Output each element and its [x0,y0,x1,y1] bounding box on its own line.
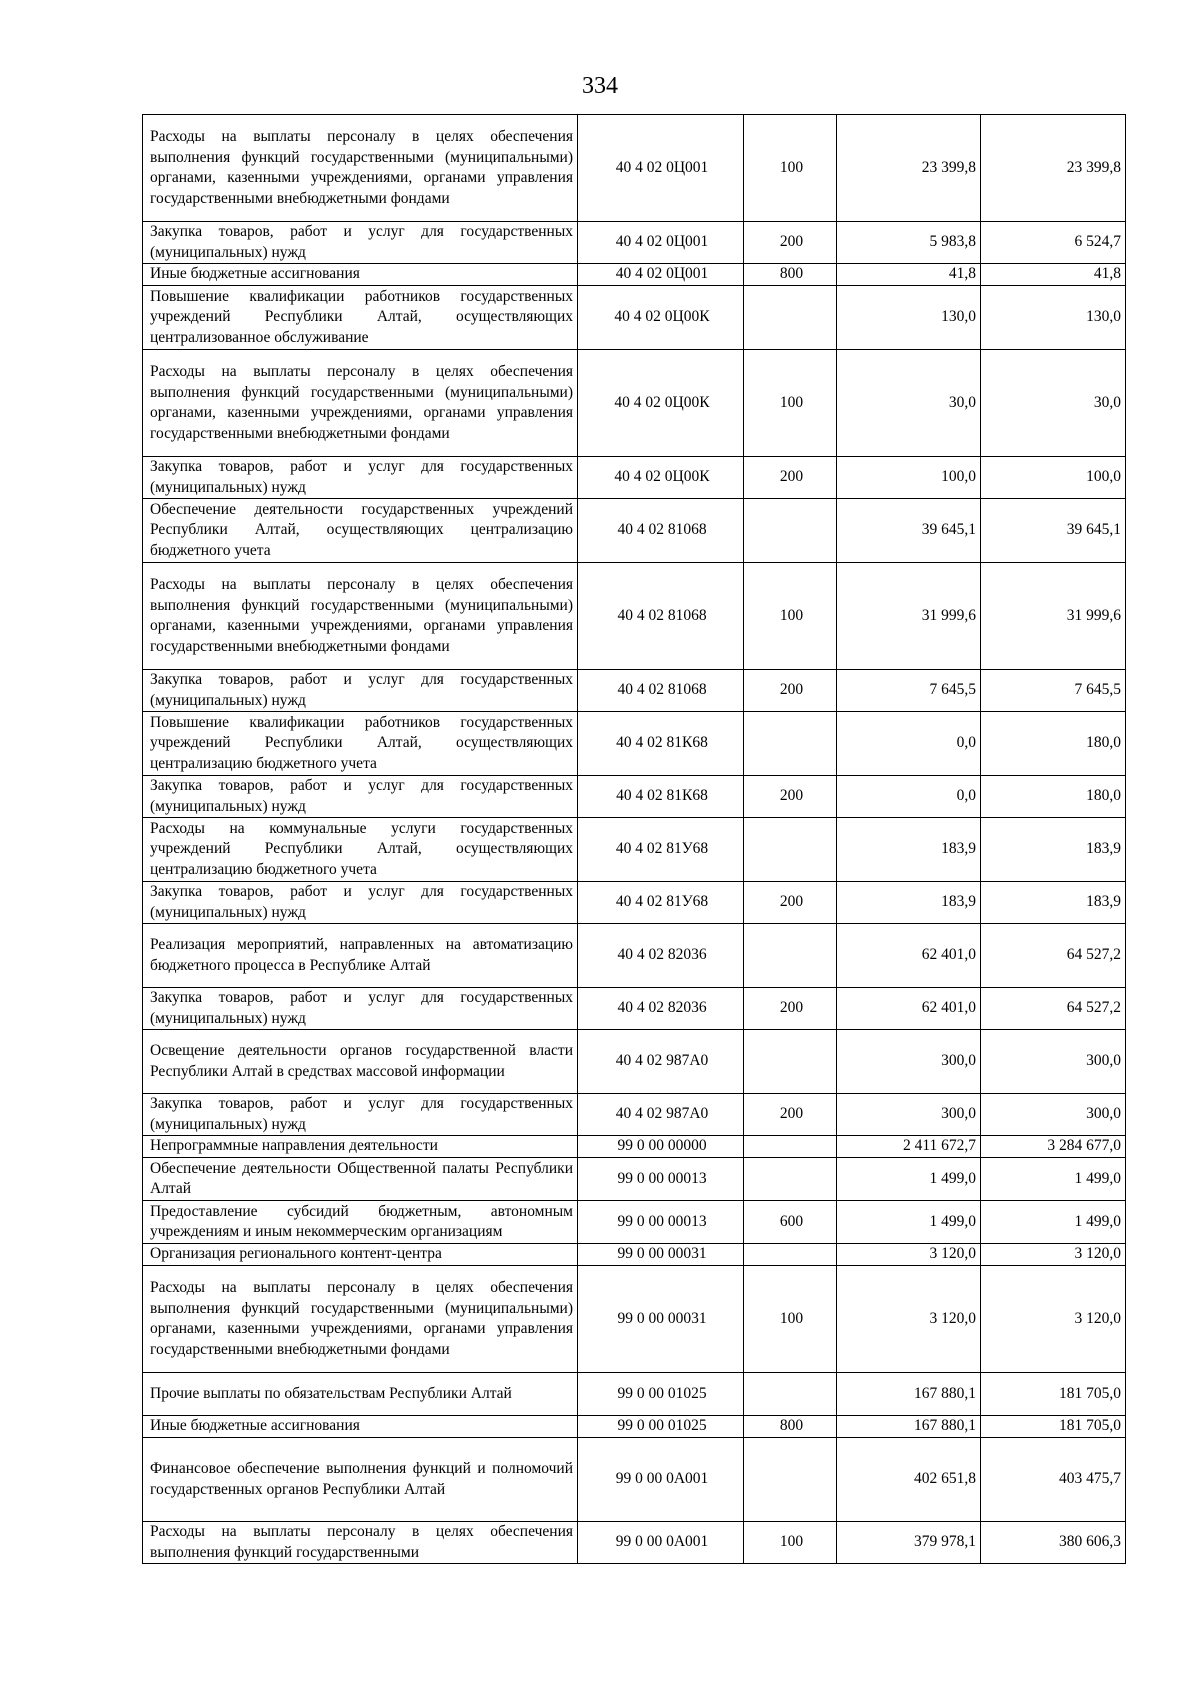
row-description: Закупка товаров, работ и услуг для государственных (муниципальных) нужд [143,1094,578,1136]
row-amount-year-1: 167 880,1 [837,1416,981,1438]
table-row [143,264,1126,286]
row-amount-year-2: 380 606,3 [981,1522,1126,1564]
row-description: Закупка товаров, работ и услуг для государственных (муниципальных) нужд [143,776,578,818]
row-target-code: 40 4 02 987А0 [578,1030,744,1094]
row-description: Реализация мероприятий, направленных на автоматизацию бюджетного процесса в Республике Алтай [143,924,578,988]
table-row [143,115,1126,222]
row-target-code: 99 0 00 00000 [578,1136,744,1158]
row-amount-year-2: 183,9 [981,818,1126,882]
table-row [143,1094,1126,1136]
row-amount-year-2: 3 120,0 [981,1244,1126,1266]
row-amount-year-1: 62 401,0 [837,924,981,988]
row-expense-type: 100 [744,350,837,457]
table-row [143,1201,1126,1244]
row-amount-year-1: 3 120,0 [837,1244,981,1266]
row-target-code: 99 0 00 00031 [578,1266,744,1373]
row-description: Закупка товаров, работ и услуг для государственных (муниципальных) нужд [143,882,578,924]
row-target-code: 99 0 00 01025 [578,1416,744,1438]
budget-table [142,114,1126,1564]
row-amount-year-1: 7 645,5 [837,670,981,712]
row-target-code: 40 4 02 82036 [578,924,744,988]
row-description: Организация регионального контент-центра [143,1244,578,1266]
table-row [143,1244,1126,1266]
row-amount-year-2: 1 499,0 [981,1158,1126,1201]
row-expense-type: 600 [744,1201,837,1244]
row-description: Обеспечение деятельности Общественной палаты Республики Алтай [143,1158,578,1201]
row-amount-year-2: 3 120,0 [981,1266,1126,1373]
row-description: Обеспечение деятельности государственных учреждений Республики Алтай, осуществляющих централизацию бюджетного учета [143,499,578,563]
row-amount-year-2: 183,9 [981,882,1126,924]
row-amount-year-1: 39 645,1 [837,499,981,563]
row-amount-year-2: 64 527,2 [981,924,1126,988]
table-row [143,350,1126,457]
table-row [143,563,1126,670]
row-amount-year-2: 7 645,5 [981,670,1126,712]
row-amount-year-1: 30,0 [837,350,981,457]
table-row [143,882,1126,924]
table-row [143,924,1126,988]
row-expense-type [744,1373,837,1416]
row-expense-type [744,1030,837,1094]
row-description: Освещение деятельности органов государственной власти Республики Алтай в средствах массовой информации [143,1030,578,1094]
row-amount-year-1: 1 499,0 [837,1158,981,1201]
table-row [143,1266,1126,1373]
row-description: Закупка товаров, работ и услуг для государственных (муниципальных) нужд [143,988,578,1030]
row-expense-type: 100 [744,1522,837,1564]
row-target-code: 99 0 00 0А001 [578,1522,744,1564]
table-row [143,1158,1126,1201]
row-description: Расходы на выплаты персоналу в целях обеспечения выполнения функций государственными (муниципальными) органами, казенными учреждениями, органами управления государственными внебюджетными фондами [143,1266,578,1373]
row-amount-year-1: 41,8 [837,264,981,286]
row-description: Расходы на выплаты персоналу в целях обеспечения выполнения функций государственными (муниципальными) органами, казенными учреждениями, органами управления государственными внебюджетными фондами [143,115,578,222]
row-target-code: 40 4 02 987А0 [578,1094,744,1136]
row-target-code: 40 4 02 81К68 [578,712,744,776]
row-amount-year-1: 167 880,1 [837,1373,981,1416]
row-description: Прочие выплаты по обязательствам Республики Алтай [143,1373,578,1416]
table-row [143,222,1126,264]
row-expense-type: 100 [744,1266,837,1373]
row-amount-year-2: 180,0 [981,776,1126,818]
row-amount-year-2: 41,8 [981,264,1126,286]
row-amount-year-2: 23 399,8 [981,115,1126,222]
row-amount-year-1: 183,9 [837,882,981,924]
row-expense-type: 200 [744,1094,837,1136]
row-amount-year-1: 300,0 [837,1030,981,1094]
row-amount-year-2: 181 705,0 [981,1373,1126,1416]
row-description: Расходы на выплаты персоналу в целях обеспечения выполнения функций государственными (муниципальными) органами, казенными учреждениями, органами управления государственными внебюджетными фондами [143,563,578,670]
row-expense-type [744,499,837,563]
row-target-code: 99 0 00 00013 [578,1158,744,1201]
row-expense-type: 800 [744,264,837,286]
row-description: Закупка товаров, работ и услуг для государственных (муниципальных) нужд [143,457,578,499]
table-row [143,818,1126,882]
row-amount-year-2: 181 705,0 [981,1416,1126,1438]
table-row [143,1438,1126,1522]
row-expense-type: 200 [744,457,837,499]
row-description: Повышение квалификации работников государственных учреждений Республики Алтай, осуществляющих централизацию бюджетного учета [143,712,578,776]
table-row [143,457,1126,499]
table-row [143,1522,1126,1564]
row-description: Расходы на выплаты персоналу в целях обеспечения выполнения функций государственными (муниципальными) органами, казенными учреждениями, органами управления государственными внебюджетными фондами [143,350,578,457]
page-number: 334 [582,73,618,99]
table-row [143,499,1126,563]
row-amount-year-2: 130,0 [981,286,1126,350]
row-amount-year-2: 403 475,7 [981,1438,1126,1522]
row-amount-year-1: 1 499,0 [837,1201,981,1244]
row-target-code: 40 4 02 0Ц00К [578,286,744,350]
row-amount-year-2: 300,0 [981,1094,1126,1136]
row-amount-year-2: 100,0 [981,457,1126,499]
row-description: Повышение квалификации работников государственных учреждений Республики Алтай, осуществляющих централизованное обслуживание [143,286,578,350]
table-row [143,286,1126,350]
row-expense-type: 800 [744,1416,837,1438]
row-amount-year-1: 300,0 [837,1094,981,1136]
row-amount-year-1: 183,9 [837,818,981,882]
row-target-code: 40 4 02 81068 [578,670,744,712]
row-amount-year-1: 100,0 [837,457,981,499]
row-target-code: 99 0 00 01025 [578,1373,744,1416]
row-description: Непрограммные направления деятельности [143,1136,578,1158]
row-expense-type [744,924,837,988]
table-row [143,670,1126,712]
row-description: Расходы на выплаты персоналу в целях обеспечения выполнения функций государственными [143,1522,578,1564]
row-target-code: 40 4 02 82036 [578,988,744,1030]
row-amount-year-1: 62 401,0 [837,988,981,1030]
table-row [143,1373,1126,1416]
row-amount-year-2: 31 999,6 [981,563,1126,670]
row-description: Финансовое обеспечение выполнения функций и полномочий государственных органов Республики Алтай [143,1438,578,1522]
row-expense-type [744,1438,837,1522]
row-expense-type: 200 [744,882,837,924]
row-expense-type [744,1244,837,1266]
row-description: Иные бюджетные ассигнования [143,1416,578,1438]
row-expense-type: 200 [744,222,837,264]
row-amount-year-2: 6 524,7 [981,222,1126,264]
row-amount-year-2: 3 284 677,0 [981,1136,1126,1158]
budget-table-body [143,115,1126,1564]
row-amount-year-1: 379 978,1 [837,1522,981,1564]
row-amount-year-1: 2 411 672,7 [837,1136,981,1158]
row-expense-type [744,1158,837,1201]
table-row [143,1136,1126,1158]
row-target-code: 40 4 02 81068 [578,499,744,563]
table-row [143,988,1126,1030]
row-description: Расходы на коммунальные услуги государственных учреждений Республики Алтай, осуществляющих централизацию бюджетного учета [143,818,578,882]
row-target-code: 40 4 02 0Ц001 [578,264,744,286]
table-row [143,1030,1126,1094]
table-row [143,712,1126,776]
row-description: Иные бюджетные ассигнования [143,264,578,286]
row-amount-year-1: 31 999,6 [837,563,981,670]
row-amount-year-2: 180,0 [981,712,1126,776]
row-expense-type: 100 [744,563,837,670]
row-amount-year-2: 1 499,0 [981,1201,1126,1244]
row-expense-type: 200 [744,988,837,1030]
row-description: Закупка товаров, работ и услуг для государственных (муниципальных) нужд [143,670,578,712]
row-amount-year-1: 0,0 [837,712,981,776]
row-amount-year-2: 30,0 [981,350,1126,457]
row-amount-year-2: 64 527,2 [981,988,1126,1030]
row-target-code: 40 4 02 81У68 [578,882,744,924]
row-description: Предоставление субсидий бюджетным, автономным учреждениям и иным некоммерческим организациям [143,1201,578,1244]
table-row [143,1416,1126,1438]
row-target-code: 99 0 00 0А001 [578,1438,744,1522]
row-expense-type [744,818,837,882]
row-expense-type: 200 [744,776,837,818]
row-expense-type [744,712,837,776]
row-target-code: 40 4 02 0Ц001 [578,222,744,264]
row-amount-year-1: 23 399,8 [837,115,981,222]
row-amount-year-1: 402 651,8 [837,1438,981,1522]
row-amount-year-2: 39 645,1 [981,499,1126,563]
row-amount-year-1: 0,0 [837,776,981,818]
row-target-code: 40 4 02 81К68 [578,776,744,818]
row-target-code: 40 4 02 0Ц00К [578,350,744,457]
row-expense-type [744,286,837,350]
row-amount-year-2: 300,0 [981,1030,1126,1094]
table-row [143,776,1126,818]
row-target-code: 40 4 02 81У68 [578,818,744,882]
row-amount-year-1: 3 120,0 [837,1266,981,1373]
row-expense-type [744,1136,837,1158]
row-target-code: 99 0 00 00013 [578,1201,744,1244]
row-amount-year-1: 130,0 [837,286,981,350]
row-target-code: 99 0 00 00031 [578,1244,744,1266]
row-expense-type: 100 [744,115,837,222]
row-description: Закупка товаров, работ и услуг для государственных (муниципальных) нужд [143,222,578,264]
row-target-code: 40 4 02 81068 [578,563,744,670]
row-expense-type: 200 [744,670,837,712]
row-target-code: 40 4 02 0Ц00К [578,457,744,499]
row-amount-year-1: 5 983,8 [837,222,981,264]
row-target-code: 40 4 02 0Ц001 [578,115,744,222]
